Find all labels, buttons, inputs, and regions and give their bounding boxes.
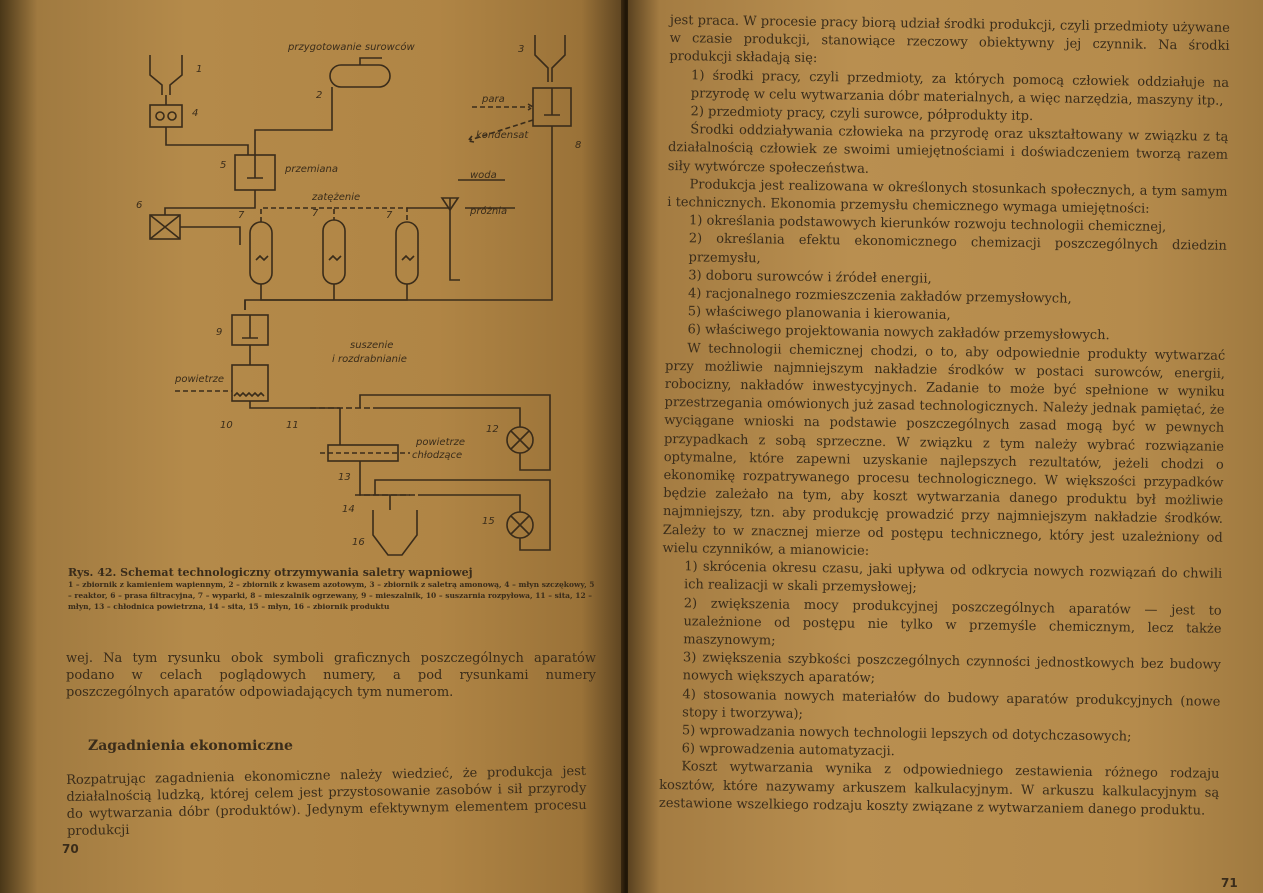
number-11: 11	[286, 420, 299, 431]
number-13: 13	[338, 472, 351, 483]
label-woda: woda	[470, 170, 497, 181]
label-przygotowanie: przygotowanie surowców	[288, 42, 415, 53]
label-przemiana: przemiana	[285, 164, 338, 175]
list2-item: 5) właściwego planowania i kierowania,	[687, 304, 951, 324]
number-15: 15	[482, 516, 495, 527]
main-return-line	[245, 126, 552, 310]
pipe-10-11	[250, 401, 340, 408]
crusher-roll-left	[156, 112, 164, 120]
left-paragraph-2: Rozpatrując zagadnienia ekonomiczne należy wiedzieć, że produkcja jest działalnością ludzką, której celem jest przystosowanie zasobów i sił przyrody do wytwarzania dóbr (produktów). Jedynym efektywnym elementem procesu produkcji	[66, 763, 587, 839]
list2-item: 3) doboru surowców i źródeł energii,	[688, 268, 932, 287]
list2-item: 4) racjonalnego rozmieszczenia zakładów przemysłowych,	[687, 286, 1072, 307]
right-paragraph-1: jest praca. W procesie pracy biorą udział środki produkcji, czyli przedmioty używane w czasie produkcji, stanowiące rzeczowy obiektywny jej czynnik. Na środki produkcji składają się:	[669, 12, 1230, 67]
tank-2-shape	[330, 65, 390, 87]
evaporator-coils	[256, 256, 414, 260]
label-zatezenie: zatężenie	[312, 192, 361, 203]
list3-item: 2) zwiększenia mocy produkcyjnej poszczególnych aparatów — jest to uzależnione od postępu nie tylko w przemyśle chemicznym, lecz także maszynowym;	[683, 595, 1222, 649]
list1-item: 1) środki pracy, czyli przedmioty, za których pomocą człowiek oddziałuje na przyrodę w celu wytwarzania dóbr materialnych, a więc narzędzia, maszyny itp.,	[690, 67, 1230, 109]
label-kondensat: kondensat	[476, 130, 529, 141]
right-page-text	[659, 12, 1230, 821]
number-2: 2	[316, 90, 323, 101]
number-16: 16	[352, 537, 365, 548]
label-powietrze-chlodzace-1: powietrze	[416, 437, 466, 448]
number-14: 14	[342, 504, 355, 515]
evaporator-7a-shape	[250, 222, 272, 284]
caption-title: Rys. 42. Schemat technologiczny otrzymywania saletry wapniowej	[68, 566, 473, 579]
right-page	[628, 0, 1263, 893]
figure-caption	[68, 566, 598, 612]
number-9: 9	[216, 327, 223, 338]
number-7b: 7	[312, 208, 319, 219]
number-12: 12	[486, 424, 499, 435]
tank-2-inlet	[360, 58, 382, 65]
mill-12-cross	[511, 431, 529, 449]
caption-legend: 1 – zbiornik z kamieniem wapiennym, 2 – zbiornik z kwasem azotowym, 3 – zbiornik z saletrą amonową, 4 – młyn szczękowy, 5 – reaktor, 6 – prasa filtracyjna, 7 – wyparki, 8 – mieszalnik ogrzewany, 9 – mieszalnik, 10 – suszarnia rozpyłowa, 11 – sita, 12 – młyn, 13 – chłodnica powietrzna, 14 – sita, 15 – młyn, 16 – zbiornik produktu	[68, 580, 595, 611]
hopper-1-shape	[150, 55, 182, 95]
list3-item: 4) stosowania nowych materiałów do budowy aparatów produkcyjnych (nowe stopy i tworzywa);	[682, 686, 1221, 722]
number-5: 5	[220, 160, 227, 171]
mill-15-loop	[375, 480, 550, 550]
number-7a: 7	[238, 210, 245, 221]
evaporator-7b-shape	[323, 220, 345, 284]
label-suszenie: suszenie	[350, 340, 394, 351]
number-4: 4	[192, 108, 199, 119]
mill-15-cross	[511, 516, 529, 534]
evaporator-7c-shape	[396, 222, 418, 284]
number-6: 6	[136, 200, 143, 211]
condenser-drain	[450, 210, 460, 280]
crusher-4-shape	[150, 105, 182, 127]
pipe-4-5	[166, 95, 248, 155]
liquor-lines	[261, 284, 407, 300]
pipe-13-14	[360, 461, 410, 495]
crusher-roll-right	[168, 112, 176, 120]
mixer-9-stirrer	[242, 315, 258, 338]
process-flow-diagram	[120, 30, 590, 570]
list3-item: 6) wprowadzenia automatyzacji.	[681, 741, 895, 760]
label-powietrze: powietrze	[175, 374, 225, 385]
list3-item: 1) skrócenia okresu czasu, jaki upływa od odkrycia nowych rozwiązań do chwili ich realizacji w skali przemysłowej;	[683, 559, 1223, 596]
right-paragraph-4: W technologii chemicznej chodzi, o to, aby odpowiednie produkty wytwarzać przy możliwie najmniejszym nakładzie środków w postaci surowców, energii, robocizny, nakładów inwestycyjnych. Zadanie to może być spełnione w wyniku przestrzegania omówionych już zasad technologicznych. Należy jednak pamiętać, że wyciągane wnioski na podstawie poszczególnych zasad mogą być w pewnych przypadkach z sobą sprzeczne. W związku z tym należy wybrać rozwiązanie optymalne, które zapewni uzyskanie najlepszych rezultatów, jeżeli chodzi o ekonomikę rozpatrywanego procesu technologicznego. W większości przypadków będzie zależało na tym, aby koszt wytwarzania danego produktu był możliwie najmniejszy, tzn. aby produkcję prowadzić przy najmniejszym nakładzie środków. Zależy to w znacznej mierze od postępu technicznego, który jest uzależniony od wielu czynników, a mianowicie:	[662, 340, 1226, 559]
list2-item: 2) określania efektu ekonomicznego chemizacji poszczególnych dziedzin przemysłu,	[688, 231, 1227, 266]
dryer-heater	[234, 393, 264, 396]
list3-item: 5) wprowadzania nowych technologii lepszych od dotychczasowych;	[681, 723, 1132, 745]
list2-item: 1) określania podstawowych kierunków rozwoju technologii chemicznej,	[688, 213, 1167, 236]
label-rozdrabnianie: i rozdrabnianie	[332, 354, 407, 365]
filter-press-6-cross	[150, 215, 180, 239]
mixer-8-stirrer	[544, 88, 560, 115]
label-prozna: próżnia	[470, 206, 508, 217]
list1-item: 2) przedmioty pracy, czyli surowce, półprodukty itp.	[690, 104, 1034, 125]
left-paragraph-1: wej. Na tym rysunku obok symboli graficznych poszczególnych aparatów podano w celach poglądowych numery, a pod rysunkami numery poszczególnych aparatów odpowiadających tym numerom.	[66, 651, 596, 700]
pipe-6-7	[180, 227, 240, 245]
right-paragraph-3: Produkcja jest realizowana w określonych stosunkach społecznych, a tym samym i technicznych. Ekonomia przemysłu chemicznego wymaga umiejętności:	[667, 177, 1228, 217]
number-7c: 7	[386, 210, 393, 221]
number-3: 3	[518, 44, 525, 55]
list3-item: 3) zwiększenia szybkości poszczególnych czynności jednostkowych bez budowy nowych większych aparatów;	[682, 650, 1222, 687]
number-1: 1	[196, 64, 203, 75]
right-paragraph-5: Koszt wytwarzania wynika z odpowiedniego zestawienia różnego rodzaju kosztów, które nazywamy arkuszem kalkulacyjnym. W arkuszu kalkulacyjnym są zestawione wszelkiego rodzaju koszty związane z wytwarzaniem danego produktu.	[658, 759, 1220, 819]
page-number-right: 71	[1221, 876, 1238, 890]
diagram-svg	[120, 30, 590, 570]
right-paragraph-2: Środki oddziaływania człowieka na przyrodę oraz ukształtowany w związku z tą działalnością człowiek ze swoimi umiejętnościami i doświadczeniem tworzą razem siły wytwórcze społeczeństwa.	[667, 122, 1229, 177]
left-page	[0, 0, 625, 893]
reactor-5-stirrer	[247, 155, 263, 178]
product-tank-16-shape	[373, 510, 417, 555]
list2-item: 6) właściwego projektowania nowych zakładów przemysłowych.	[687, 322, 1110, 344]
hopper-3-shape	[535, 35, 565, 82]
number-10: 10	[220, 420, 233, 431]
section-heading: Zagadnienia ekonomiczne	[88, 738, 293, 754]
number-8: 8	[575, 140, 582, 151]
page-number-left: 70	[62, 842, 79, 856]
label-powietrze-chlodzace-2: chłodzące	[412, 450, 463, 461]
label-para: para	[482, 94, 505, 105]
